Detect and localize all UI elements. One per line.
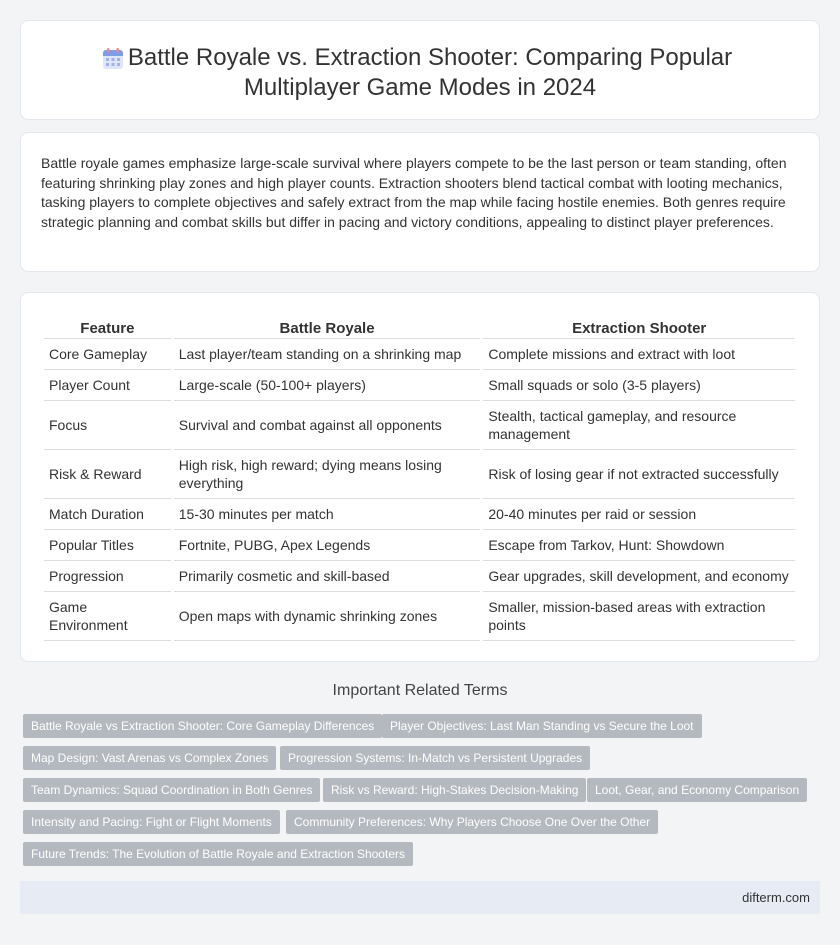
table-cell-battle-royale: Last player/team standing on a shrinking map <box>174 339 481 370</box>
table-header-row <box>44 313 795 339</box>
page-title <box>21 43 819 103</box>
table-cell-feature: Focus <box>44 401 171 450</box>
table-cell-extraction-shooter: Escape from Tarkov, Hunt: Showdown <box>483 530 795 561</box>
table-cell-battle-royale: Primarily cosmetic and skill-based <box>174 561 481 592</box>
intro-card <box>20 132 820 272</box>
table-cell-feature: Progression <box>44 561 171 592</box>
header-card <box>20 20 820 120</box>
related-terms-title: Important Related Terms <box>332 682 508 699</box>
related-term-tag[interactable]: Community Preferences: Why Players Choose One Over the Other <box>286 810 658 834</box>
table-cell-feature: Match Duration <box>44 499 171 530</box>
page-title-line-2: Multiplayer Game Modes in 2024 <box>243 74 597 101</box>
table-cell-feature: Popular Titles <box>44 530 171 561</box>
footer <box>20 881 820 914</box>
table-cell-extraction-shooter: Stealth, tactical gameplay, and resource management <box>483 401 795 450</box>
table-cell-extraction-shooter: Small squads or solo (3-5 players) <box>483 370 795 401</box>
related-term-tag[interactable]: Map Design: Vast Arenas vs Complex Zones <box>23 746 276 770</box>
related-term-tag[interactable]: Loot, Gear, and Economy Comparison <box>587 778 807 802</box>
column-header-battle-royale: Battle Royale <box>174 313 481 339</box>
table-row <box>44 339 795 370</box>
intro-paragraph: Battle royale games emphasize large-scale survival where players compete to be the last person or team standing, often featuring shrinking play zones and high player counts. Extraction shooters blend tactical combat with looting mechanics, tasking players to complete objectives and safely extract from the map while facing hostile enemies. Both genres require strategic planning and combat skills but differ in pacing and victory conditions, appealing to distinct player preferences. <box>41 155 787 230</box>
column-header-feature: Feature <box>44 313 171 339</box>
table-cell-feature: Core Gameplay <box>44 339 171 370</box>
column-header-extraction-shooter: Extraction Shooter <box>483 313 795 339</box>
table-cell-feature: Player Count <box>44 370 171 401</box>
table-cell-feature: Game Environment <box>44 592 171 641</box>
table-row <box>44 592 795 641</box>
related-term-tag[interactable]: Battle Royale vs Extraction Shooter: Core Gameplay Differences <box>23 714 382 738</box>
related-term-tag[interactable]: Player Objectives: Last Man Standing vs Secure the Loot <box>382 714 702 738</box>
footer-site-link[interactable]: difterm.com <box>742 890 810 905</box>
table-cell-extraction-shooter: Gear upgrades, skill development, and economy <box>483 561 795 592</box>
table-cell-extraction-shooter: Risk of losing gear if not extracted successfully <box>483 450 795 499</box>
comparison-table <box>41 313 798 641</box>
table-cell-battle-royale: Large-scale (50-100+ players) <box>174 370 481 401</box>
table-row <box>44 530 795 561</box>
related-term-tag[interactable]: Progression Systems: In-Match vs Persistent Upgrades <box>280 746 590 770</box>
table-cell-battle-royale: High risk, high reward; dying means losing everything <box>174 450 481 499</box>
table-cell-battle-royale: Open maps with dynamic shrinking zones <box>174 592 481 641</box>
table-cell-extraction-shooter: Smaller, mission-based areas with extraction points <box>483 592 795 641</box>
table-cell-extraction-shooter: 20-40 minutes per raid or session <box>483 499 795 530</box>
table-row <box>44 401 795 450</box>
table-row <box>44 370 795 401</box>
page-title-line-1: Battle Royale vs. Extraction Shooter: Comparing Popular <box>127 44 733 71</box>
table-cell-battle-royale: Survival and combat against all opponents <box>174 401 481 450</box>
table-row <box>44 450 795 499</box>
comparison-card <box>20 292 820 662</box>
table-cell-battle-royale: Fortnite, PUBG, Apex Legends <box>174 530 481 561</box>
table-row <box>44 561 795 592</box>
table-cell-feature: Risk & Reward <box>44 450 171 499</box>
table-cell-battle-royale: 15-30 minutes per match <box>174 499 481 530</box>
related-term-tag[interactable]: Team Dynamics: Squad Coordination in Both Genres <box>23 778 320 802</box>
related-term-tag[interactable]: Future Trends: The Evolution of Battle Royale and Extraction Shooters <box>23 842 413 866</box>
table-cell-extraction-shooter: Complete missions and extract with loot <box>483 339 795 370</box>
table-row <box>44 499 795 530</box>
related-term-tag[interactable]: Risk vs Reward: High-Stakes Decision-Making <box>323 778 586 802</box>
related-term-tag[interactable]: Intensity and Pacing: Fight or Flight Moments <box>23 810 280 834</box>
